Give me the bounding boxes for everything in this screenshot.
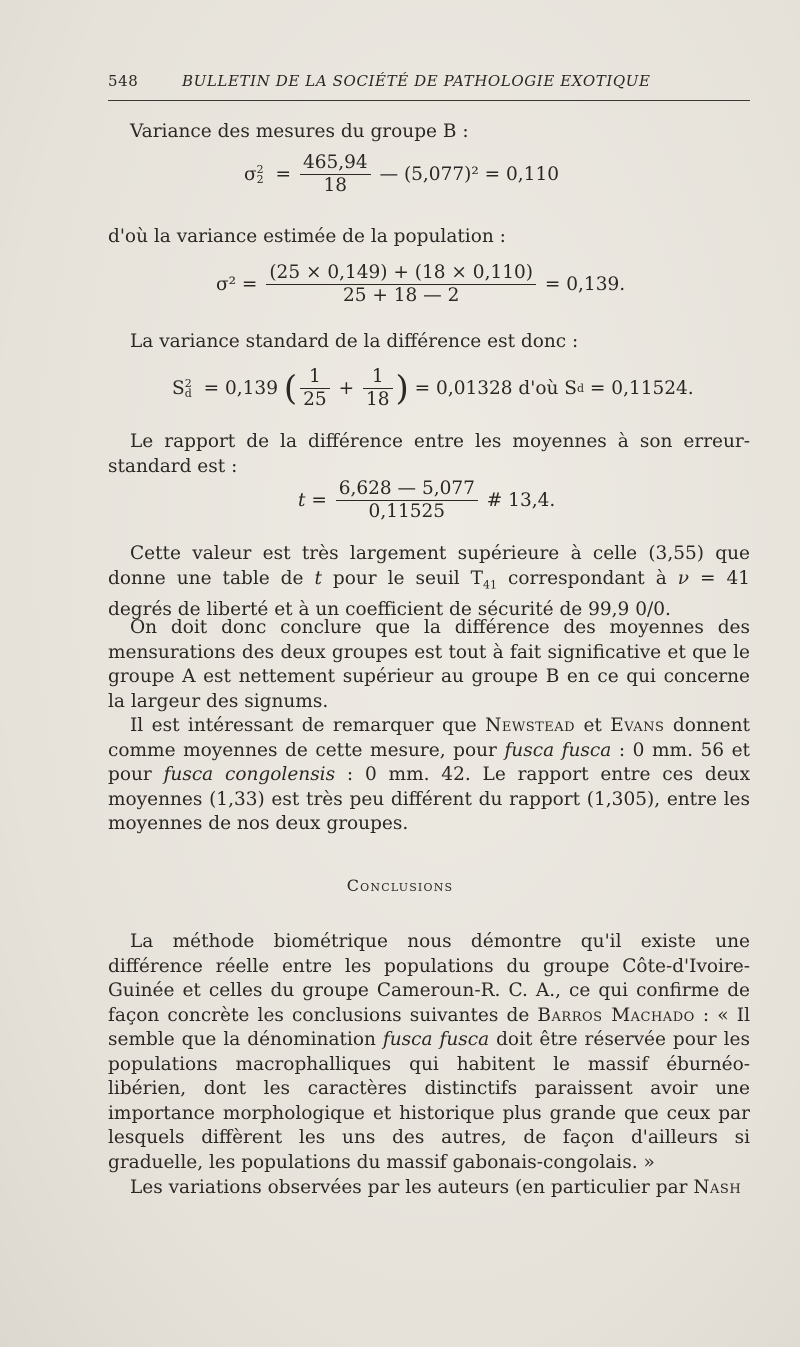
eq2-rest: = 0,139. [544, 274, 626, 295]
eq3-rest-sub: d [576, 382, 585, 395]
eq1-sub: 2 [256, 172, 264, 186]
eq3-coef: = 0,139 [203, 378, 278, 399]
population-intro: d'où la variance estimée de la population : [108, 226, 506, 247]
species-fusca-congolensis: fusca congolensis [163, 764, 336, 785]
equation-standard-variance [172, 366, 694, 411]
para1-nu: ν [677, 567, 689, 589]
eq3-f2-denominator: 18 [365, 389, 390, 410]
eq1-sup: 2 [256, 162, 264, 176]
equation-population-variance [216, 262, 625, 307]
variance-b-intro: Variance des mesures du groupe B : [130, 121, 469, 142]
eq3-fraction-2 [363, 366, 393, 411]
paragraph-ratio: Le rapport de la différence entre les moyennes à son erreur-standard est : [108, 431, 750, 477]
paragraph-biometric-method [108, 930, 750, 1175]
eq3-sub: d [184, 386, 192, 400]
eq3-lhs: S [172, 378, 185, 399]
para4-species: fusca fusca [382, 1029, 490, 1050]
paragraph-significance [108, 542, 750, 622]
page-number: 548 [108, 72, 139, 90]
equation-variance-b [244, 152, 559, 197]
author-newstead: Newstead [485, 715, 576, 736]
author-evans: Evans [610, 715, 665, 736]
eq3-f1-denominator: 25 [303, 389, 327, 410]
para3-text-a: Il est intéressant de remarquer que [130, 715, 486, 736]
para5-text-a: Les variations observées par les auteurs (en particulier par [130, 1177, 694, 1198]
para4-text-a: La méthode biométrique nous démontre qu'il existe une différence réelle entre les populations du groupe Côte-d'Ivoire-Guinée et celles du groupe Cameroun-R. C. A., ce qui confirme de façon concrète les conclusions suivantes de [108, 931, 750, 1026]
para3-text-b: et [575, 715, 611, 736]
section-heading-conclusions: Conclusions [346, 876, 454, 895]
eq2-fraction [266, 262, 536, 307]
eq1-numerator: 465,94 [300, 152, 371, 175]
eq3-fraction-1 [300, 366, 330, 411]
eq2-denominator: 25 + 18 — 2 [342, 285, 460, 306]
eq3-sup: 2 [184, 376, 192, 390]
eq4-lhs: t = [298, 490, 327, 511]
eq3-rest: = 0,01328 d'où S [414, 378, 577, 399]
eq1-equals: = [275, 164, 292, 185]
header-rule [108, 100, 750, 101]
journal-title: BULLETIN DE LA SOCIÉTÉ DE PATHOLOGIE EXOTIQUE [182, 72, 651, 90]
para1-text-c: correspondant à [496, 567, 678, 589]
eq3-f1-numerator: 1 [300, 366, 330, 389]
author-nash: Nash [693, 1177, 742, 1198]
para4-text-c: doit être réservée pour les populations macrophalliques qui habitent le massif éburnéo-libérien, dont les caractères distinctifs paraissent avoir une importance morphologique et historique plus grande que ceux par lesquels diffèrent les uns des autres, de façon d'ailleurs si graduelle, les populations du massif gabonais-congolais. » [108, 1029, 750, 1173]
right-paren: ) [395, 368, 409, 409]
para3-text-e: : 0 mm. 42. Le rapport entre ces deux moyennes (1,33) est très peu différent du rapport (1,305), entre les moyennes de nos deux groupes. [108, 764, 751, 834]
eq3-f2-numerator: 1 [363, 366, 393, 389]
para3-text-d: : 0 mm. 56 et pour [108, 739, 750, 785]
eq1-denominator: 18 [323, 175, 348, 196]
para1-text-a: Cette valeur est très largement supérieure à celle (3,55) que donne une table de [108, 543, 750, 589]
eq4-rest: # 13,4. [486, 490, 556, 511]
eq4-fraction [336, 478, 478, 523]
para1-text-b: pour le seuil T [321, 567, 483, 589]
eq1-fraction [300, 152, 371, 197]
eq4-numerator: 6,628 — 5,077 [336, 478, 478, 501]
eq3-rest-end: = 0,11524. [589, 378, 694, 399]
para1-sub: 41 [482, 578, 497, 592]
eq1-rest: — (5,077)² = 0,110 [379, 164, 559, 185]
paragraph-variations [108, 1176, 750, 1201]
equation-t-statistic [298, 478, 555, 523]
eq4-denominator: 0,11525 [368, 501, 446, 522]
paragraph-newstead-evans [108, 714, 750, 837]
eq3-plus: + [338, 378, 355, 399]
eq2-numerator: (25 × 0,149) + (18 × 0,110) [266, 262, 536, 285]
para1-t: t [314, 567, 322, 589]
left-paren: ( [283, 368, 298, 409]
eq1-lhs: σ [244, 164, 257, 185]
author-barros-machado: Barros Machado [537, 1004, 695, 1026]
para3-text-c: donnent comme moyennes de cette mesure, pour [108, 715, 750, 761]
para1-text-d: = 41 degrés de liberté et à un coefficient de sécurité de 99,9 0/0. [108, 567, 751, 620]
std-variance-intro: La variance standard de la différence est donc : [130, 331, 579, 352]
species-fusca-fusca: fusca fusca [504, 739, 612, 761]
paragraph-conclusion-difference: On doit donc conclure que la différence des moyennes des mensurations des deux groupes est tout à fait significative et que le groupe A est nettement supérieur au groupe B en ce qui concerne la largeur des signums. [108, 617, 750, 712]
eq2-lhs: σ² = [216, 274, 258, 295]
para4-text-b: : « Il semble que la dénomination [108, 1004, 750, 1050]
